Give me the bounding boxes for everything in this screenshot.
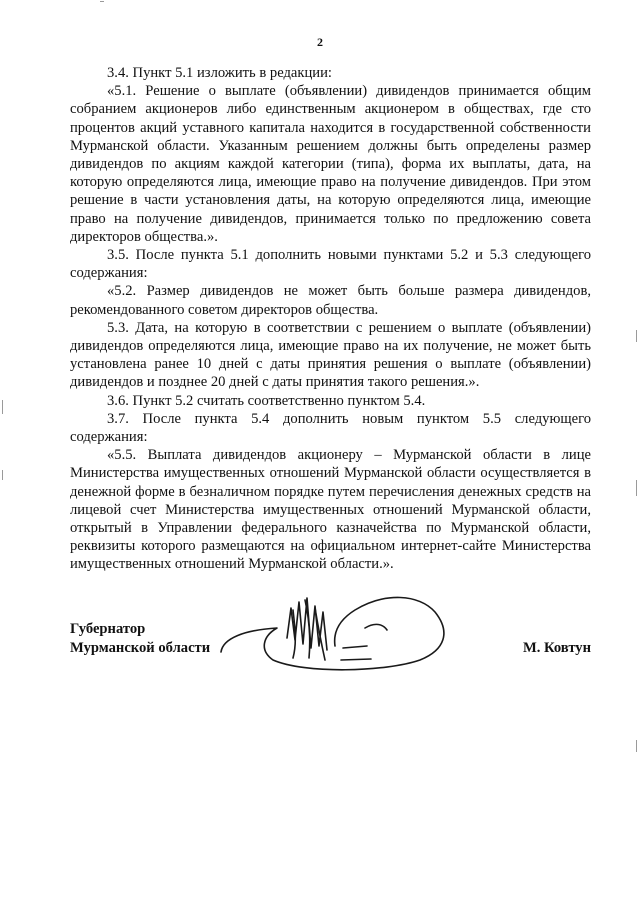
- paragraph-5-5-text: «5.5. Выплата дивидендов акционеру – Мурманской области в лице Министерства имущественных отношений Мурманской области осуществляется в денежной форме в безналичном порядке путем перечисления денежных средств на лицевой счет Министерства имущественных отношений Мурманской области, открытый в Управлении федерального казначейства по Мурманской области, реквизиты которого размещаются на официальном интернет-сайте Министерства имущественных отношений Мурманской области.».: [70, 447, 591, 573]
- handwritten-signature: [215, 588, 465, 678]
- document-body: [70, 64, 591, 574]
- paragraph-3-7: 3.7. После пункта 5.4 дополнить новым пунктом 5.5 следующего содержания:: [70, 410, 591, 446]
- paragraph-3-5: 3.5. После пункта 5.1 дополнить новыми пунктами 5.2 и 5.3 следующего содержания:: [70, 247, 591, 282]
- signatory-name: М. Ковтун: [522, 639, 591, 656]
- scan-edge-mark: [100, 1, 104, 2]
- page-number: 2: [317, 35, 323, 49]
- signatory-title-line1: Губернатор: [70, 621, 146, 637]
- signatory-title-line2: Мурманской области: [70, 639, 211, 656]
- paragraph-5-1-text: «5.1. Решение о выплате (объявлении) дивидендов принимается общим собранием акционеров либо единственным акционером в обществах, где сто процентов акций уставного капитала находится в государственной собственности Мурманской области. Указанным решением должны быть определены размер дивидендов по акциям каждой категории (типа), форма их выплаты, дата, на которую определяются лица, имеющие право на получение дивидендов. При этом решение в части установления даты, на которую определяются лица, имеющие право на получение дивидендов, принимается только по предложению совета директоров общества.».: [70, 83, 591, 245]
- paragraph-3-4: 3.4. Пункт 5.1 изложить в редакции:: [107, 65, 332, 81]
- paragraph-5-3-text: 5.3. Дата, на которую в соответствии с решением о выплате (объявлении) дивидендов определяются лица, имеющие право на их получение, не может быть установлена ранее 10 дней с даты принятия решения о выплате (объявлении) дивидендов и позднее 20 дней с даты принятия такого решения.».: [70, 319, 591, 391]
- scan-edge-mark: [636, 480, 637, 496]
- scan-edge-mark: [636, 330, 637, 342]
- paragraph-3-6: 3.6. Пункт 5.2 считать соответственно пунктом 5.4.: [107, 392, 426, 409]
- signatory-title: [70, 620, 210, 657]
- scan-edge-mark: [636, 740, 637, 752]
- scan-edge-mark: [2, 470, 3, 480]
- scan-edge-mark: [2, 400, 3, 414]
- paragraph-5-2-text: «5.2. Размер дивидендов не может быть больше размера дивидендов, рекомендованного советом директоров общества.: [70, 283, 591, 318]
